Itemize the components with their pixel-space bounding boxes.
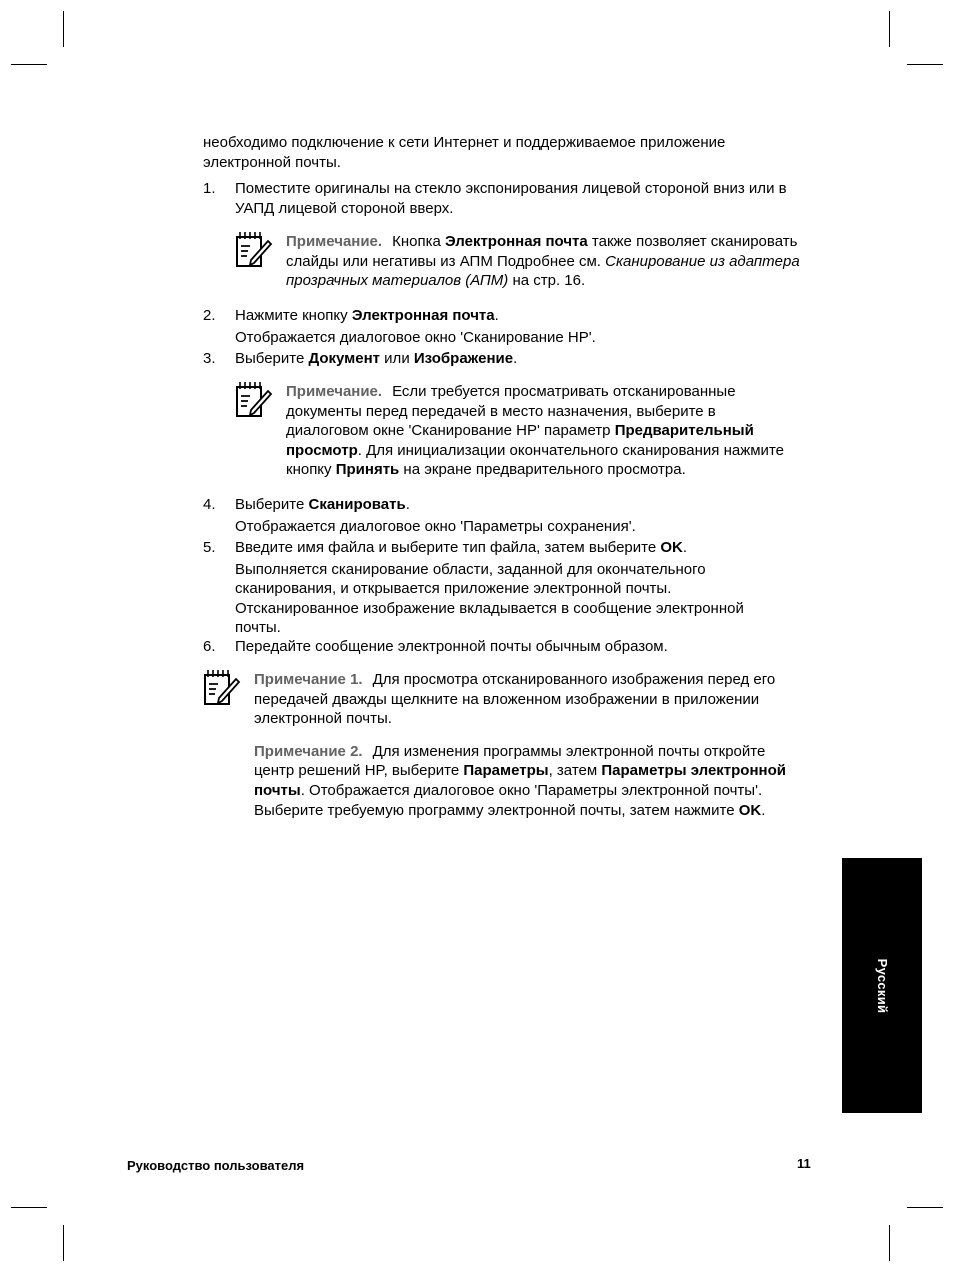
crop-mark [63, 11, 64, 47]
note-pencil-icon [202, 668, 242, 708]
list-item [203, 349, 823, 369]
step-number: 6. [203, 638, 216, 655]
note-text: Примечание 2. Для изменения программы электронной почты откройте центр решений HP, выберите Параметры, затем Параметры электронной почты. Отображается диалоговое окно 'Параметры электронной почты'. Выберите требуемую программу электронной почты, затем нажмите OK. [254, 742, 786, 819]
language-label: Русский [874, 958, 890, 1013]
step-text: Нажмите кнопку Электронная почта. [235, 307, 499, 324]
note-label: Примечание 1. [254, 671, 363, 688]
language-side-tab [842, 858, 922, 1113]
step-number: 1. [203, 180, 216, 197]
note-block [254, 670, 799, 820]
crop-mark [889, 1225, 890, 1261]
note-bold: Электронная почта [444, 233, 588, 250]
step-text: Выберите Документ или Изображение. [235, 350, 518, 367]
note-text-part: на стр. 16. [508, 272, 586, 290]
note-text-part: Кнопка [392, 233, 445, 250]
step-number: 3. [203, 350, 216, 367]
crop-mark [907, 1207, 943, 1208]
step-number: 2. [203, 307, 216, 324]
crop-mark [907, 64, 943, 65]
note-label: Примечание 2. [254, 742, 363, 760]
step-result: Выполняется сканирование области, заданной для окончательного сканирования, и открывается приложение электронной почты. Отсканированное изображение вкладывается в сообщение электронной почты. [235, 560, 744, 637]
step-text: Передайте сообщение электронной почты обычным образом. [235, 638, 668, 655]
crop-mark [11, 64, 47, 65]
list-item [203, 637, 823, 657]
list-item [203, 538, 788, 638]
intro-paragraph: необходимо подключение к сети Интернет и поддерживаемое приложение электронной почты. [203, 134, 726, 171]
note-text-part: также позволяет сканировать слайды или негативы из АПМ Подробнее см. [286, 233, 798, 270]
note-label: Примечание. [286, 233, 383, 250]
step-text: Поместите оригиналы на стекло экспонирования лицевой стороной вниз или в УАПД лицевой стороной вверх. [235, 180, 787, 217]
crop-mark [889, 11, 890, 47]
list-item [203, 179, 823, 218]
footer-title: Руководство пользователя [127, 1158, 305, 1173]
step-result: Отображается диалоговое окно 'Сканирование HP'. [235, 328, 596, 346]
note-pencil-icon [234, 380, 274, 420]
note-block [286, 382, 796, 480]
step-text: Введите имя файла и выберите тип файла, затем выберите OK. [235, 539, 688, 556]
note-text: Примечание 1. Для просмотра отсканированного изображения перед его передачей дважды щелкните на вложенном изображении в приложении электронной почты. [254, 671, 776, 728]
note-label: Примечание. [286, 383, 383, 400]
step-result: Отображается диалоговое окно 'Параметры сохранения'. [235, 517, 636, 535]
step-text: Выберите Сканировать. [235, 496, 410, 513]
note-pencil-icon [234, 230, 274, 270]
note-text: Примечание. Если требуется просматривать отсканированные документы перед передачей в место назначения, выберите в диалоговом окне 'Сканирование HP' параметр Предварительный просмотр. Для инициализации окончательного сканирования нажмите кнопку Принять на экране предварительного просмотра. [286, 383, 784, 479]
cross-reference-link[interactable]: Сканирование из адаптера прозрачных материалов (АПМ) [286, 252, 800, 290]
list-item [203, 495, 823, 536]
note-block [286, 232, 826, 291]
page-number: 11 [797, 1156, 811, 1171]
crop-mark [63, 1225, 64, 1261]
crop-mark [11, 1207, 47, 1208]
step-number: 5. [203, 539, 216, 556]
step-number: 4. [203, 496, 216, 513]
note-text [286, 232, 826, 291]
list-item [203, 306, 823, 347]
